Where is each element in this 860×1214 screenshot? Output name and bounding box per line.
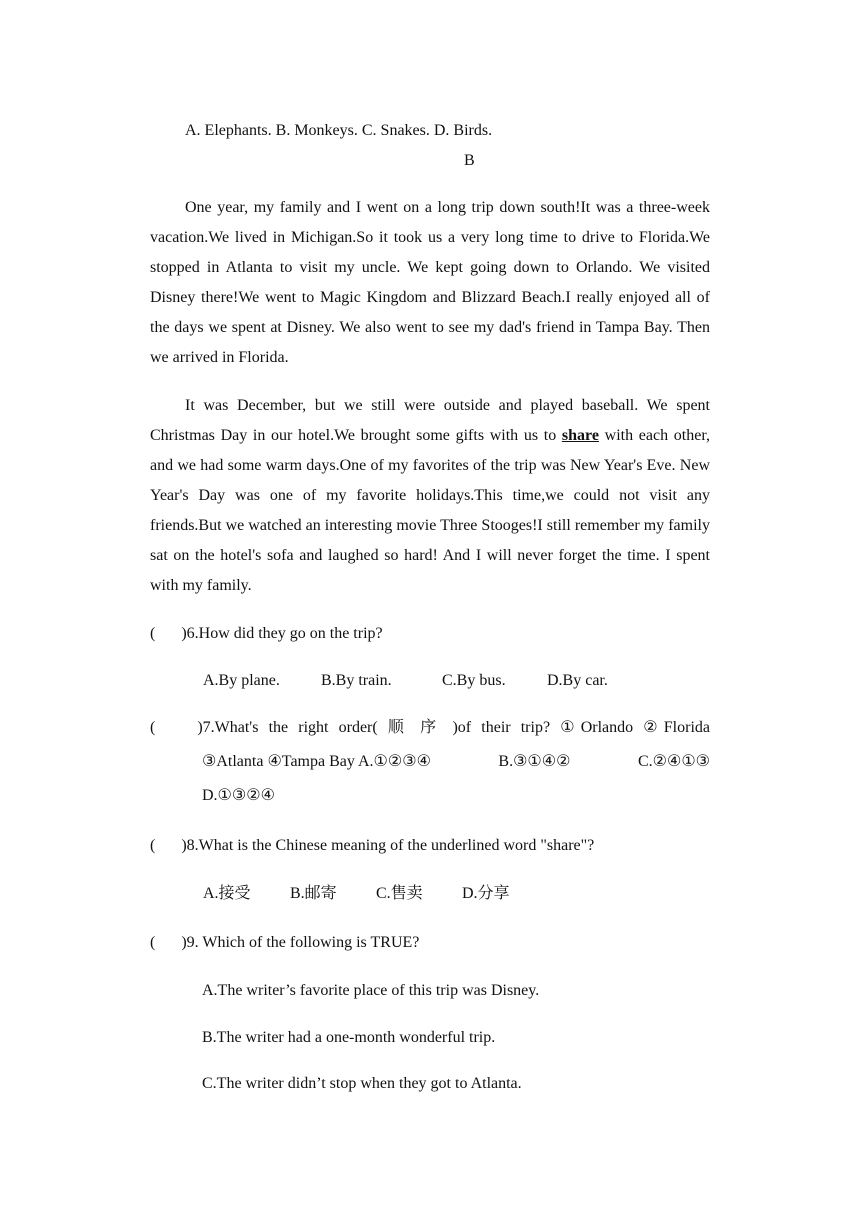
answer-bracket-open: (	[150, 837, 156, 854]
question-7-line-2	[150, 745, 710, 779]
question-7-line-1	[150, 711, 710, 745]
q7-option-c: C.②④①③	[637, 753, 710, 770]
question-6-text: 6.How did they go on the trip?	[186, 625, 383, 642]
passage-paragraph-2	[150, 391, 710, 601]
question-8-options	[203, 884, 510, 904]
underlined-word-share: share	[561, 427, 599, 444]
question-8	[150, 836, 594, 856]
question-6-options	[203, 671, 608, 691]
previous-question-options: A. Elephants. B. Monkeys. C. Snakes. D. Birds.	[185, 122, 493, 139]
paragraph-2-before: It was December, but we still were outside and played baseball. We spent Christmas Day in our hotel.We brought some gifts with us to	[150, 397, 710, 444]
section-label: B	[464, 152, 475, 169]
question-8-text: 8.What is the Chinese meaning of the underlined word "share"?	[186, 837, 595, 854]
q6-option-c: C.By bus.	[442, 672, 506, 689]
answer-bracket-open: (	[150, 625, 156, 642]
q6-option-a: A.By plane.	[203, 672, 280, 689]
question-6	[150, 624, 383, 644]
answer-bracket-close: )	[181, 625, 187, 642]
passage-paragraph-1: One year, my family and I went on a long trip down south!It was a three-week vacation.We lived in Michigan.So it took us a very long time to drive to Florida.We stopped in Atlanta to visit my uncle. We kept going down to Orlando. We visited Disney there!We went to Magic Kingdom and Blizzard Beach.I really enjoyed all of the days we spent at Disney. We also went to see my dad's friend in Tampa Bay. Then we arrived in Florida.	[150, 199, 710, 366]
q8-option-a: A.接受	[203, 885, 251, 902]
q7-order-and-option-a: ③Atlanta ④Tampa Bay A.①②③④	[202, 753, 431, 770]
answer-bracket-close: )	[181, 837, 187, 854]
q9-option-b: B.The writer had a one-month wonderful trip.	[202, 1029, 496, 1046]
answer-bracket-open: (	[150, 719, 156, 736]
q6-option-d: D.By car.	[547, 672, 608, 689]
question-7-text: )7.What's the right order( 顺 序 )of their trip? ①Orlando ②Florida	[197, 719, 710, 736]
q9-option-c: C.The writer didn’t stop when they got to Atlanta.	[202, 1075, 522, 1092]
question-9-text: 9. Which of the following is TRUE?	[186, 934, 420, 951]
paragraph-2-after: with each other, and we had some warm days.One of my favorites of the trip was New Year's Eve. New Year's Day was one of my favorite holidays.This time,we could not visit any friends.But we watched an interesting movie Three Stooges!I still remember my family sat on the hotel's sofa and laughed so hard! And I will never forget the time. I spent with my family.	[150, 427, 710, 594]
q9-option-a: A.The writer’s favorite place of this trip was Disney.	[202, 982, 540, 999]
q8-option-d: D.分享	[462, 885, 510, 902]
answer-bracket-open: (	[150, 934, 156, 951]
q6-option-b: B.By train.	[321, 672, 392, 689]
question-9	[150, 933, 419, 953]
question-7	[150, 711, 710, 813]
q7-option-b: B.③①④②	[498, 753, 571, 770]
q8-option-b: B.邮寄	[290, 885, 337, 902]
q8-option-c: C.售卖	[376, 885, 423, 902]
q7-option-d: D.①③②④	[202, 787, 275, 804]
answer-bracket-close: )	[181, 934, 187, 951]
